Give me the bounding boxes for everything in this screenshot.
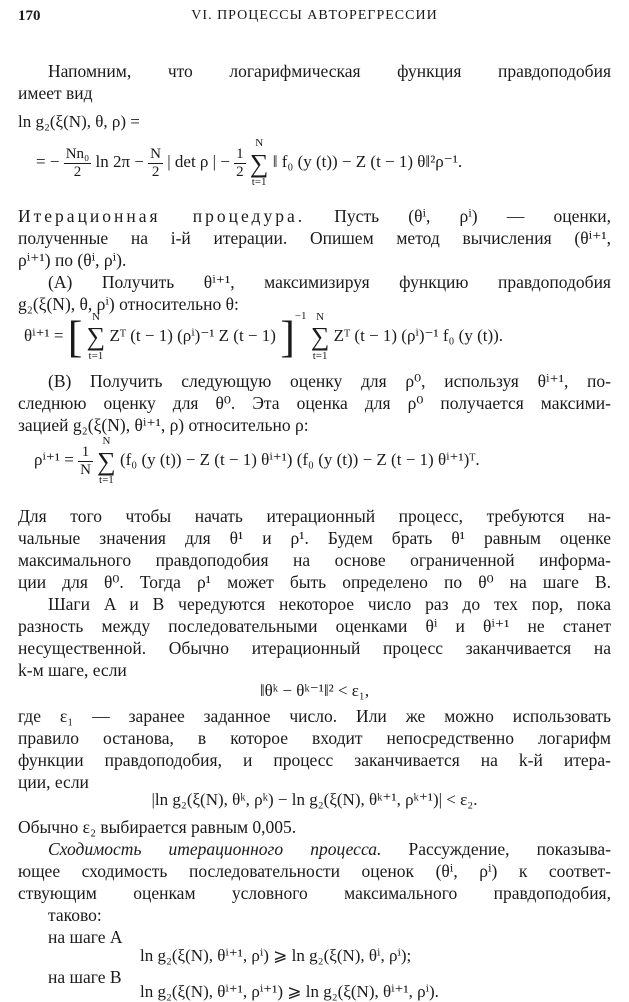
text-line: Итерационная процедура. Пусть (θⁱ, ρⁱ) — оценки, xyxy=(18,206,611,226)
equation-part: | det ρ | − xyxy=(167,152,230,172)
sum-lower-limit: t=1 xyxy=(88,349,104,362)
equation-stop-criterion-2: |ln g₂(ξ(N), θᵏ, ρᵏ) − ln g₂(ξ(N), θᵏ⁺¹, ρᵏ⁺¹)| < ε₂. xyxy=(151,790,478,809)
text-line: ции, если xyxy=(18,772,89,792)
fraction-numerator: Nn₀ xyxy=(65,146,90,163)
sum-upper-limit: N xyxy=(255,137,264,149)
sum-lower-limit: t=1 xyxy=(99,473,114,486)
equation-part: Zᵀ (t − 1) (ρⁱ)⁻¹ f₀ (y (t)). xyxy=(333,326,504,345)
fraction xyxy=(234,146,246,180)
sum-upper-limit: N xyxy=(91,310,100,323)
equation-rho-update xyxy=(34,436,611,486)
fraction-denominator: 2 xyxy=(73,163,82,180)
text-line: ρⁱ⁺¹) по (θⁱ, ρⁱ). xyxy=(18,250,127,270)
text-line: Сходимость итерационного процесса. Рассуждение, показыва- xyxy=(48,839,611,859)
text-line: (B) Получить следующую оценку для ρ⁰, используя θⁱ⁺¹, по- xyxy=(48,371,611,391)
text-line: несущественной. Обычно итерационный процесс заканчивается на xyxy=(18,638,611,658)
text-line: функции правдоподобия, и процесс заканчивается на k-й итера- xyxy=(18,750,611,770)
fraction xyxy=(148,146,163,180)
text-line: где ε₁ — заранее заданное число. Или же можно использовать xyxy=(18,706,611,726)
sum-lower-limit: t=1 xyxy=(251,175,267,188)
summation: N ∑ t=1 xyxy=(310,310,330,362)
text-line: ции для θ⁰. Тогда ρ¹ может быть определено по θ⁰ на шаге B. xyxy=(18,572,611,592)
summation: N ∑ t=1 xyxy=(249,137,269,188)
equation-stop-criterion-1: ‖θᵏ − θᵏ⁻¹‖² < ε₁, xyxy=(259,681,370,700)
step-a-label: на шаге A xyxy=(48,927,123,947)
text-line: (A) Получить θⁱ⁺¹, максимизируя функцию правдоподобия xyxy=(48,272,611,292)
sum-lower-limit: t=1 xyxy=(312,349,328,362)
equation-part: ln 2π − xyxy=(95,152,144,172)
text-line: ющее сходимость последовательности оценок (θⁱ, ρⁱ) к соответ- xyxy=(18,861,611,881)
text-line: имеет вид xyxy=(18,83,93,103)
equation-log-likelihood xyxy=(36,138,619,188)
text-line: следнюю оценку для θ⁰. Эта оценка для ρ⁰ получается максими- xyxy=(18,393,611,413)
text-line: Шаги A и B чередуются некоторое число раз до тех пор, пока xyxy=(48,594,611,614)
text-line: Напомним, что логарифмическая функция правдоподобия xyxy=(48,61,611,81)
page-number: 170 xyxy=(18,8,41,24)
equation-step-a: ln g₂(ξ(N), θⁱ⁺¹, ρⁱ) ⩾ ln g₂(ξ(N), θⁱ, ρⁱ); xyxy=(140,946,412,965)
page-header xyxy=(18,8,611,32)
summation: N ∑ t=1 xyxy=(86,310,106,362)
fraction-numerator: 1 xyxy=(78,444,93,462)
fraction xyxy=(78,444,93,478)
equation-part: Zᵀ (t − 1) (ρⁱ)⁻¹ Z (t − 1) xyxy=(109,326,276,345)
equation-theta-update: θⁱ⁺¹ = [ N ∑ t=1 Zᵀ (t − 1) (ρⁱ)⁻¹ Z (t − 1) ]$^{-1}$ N ∑ t=1 Zᵀ (t − 1) (ρⁱ)⁻¹ f₀ (y (t)). xyxy=(24,310,504,362)
equation-part: = − xyxy=(36,152,60,172)
fraction-denominator: 2 xyxy=(151,163,160,180)
equation-part: ‖ f₀ (y (t)) − Z (t − 1) θ‖²ρ⁻¹. xyxy=(272,152,463,172)
fraction-denominator: 2 xyxy=(236,163,244,180)
running-title: VI. ПРОЦЕССЫ АВТОРЕГРЕССИИ xyxy=(191,8,438,23)
section-heading: Сходимость итерационного процесса. xyxy=(48,839,382,859)
sum-upper-limit: N xyxy=(102,435,111,447)
text-line: таково: xyxy=(48,905,102,925)
equation-part: ρⁱ⁺¹ = xyxy=(34,450,74,470)
text-line: k-м шаге, если xyxy=(18,660,127,680)
fraction-denominator: N xyxy=(80,461,91,478)
summation: N ∑ t=1 xyxy=(97,435,116,486)
fraction-numerator: N xyxy=(150,146,161,163)
fraction xyxy=(64,146,92,180)
text-line: чальные значения для θ¹ и ρ¹. Будем брать θ¹ равным оценке xyxy=(18,528,611,548)
text-line: максимального правдоподобия на основе ограниченной информа- xyxy=(18,550,611,570)
text-line: ствующим оценкам условного максимального правдоподобия, xyxy=(18,883,611,903)
section-heading: Итерационная процедура. xyxy=(18,206,306,226)
text-line: полученные на i-й итерации. Опишем метод вычисления (θⁱ⁺¹, xyxy=(18,228,611,248)
equation-lhs: ln g₂(ξ(N), θ, ρ) = xyxy=(18,112,140,131)
equation-step-b: ln g₂(ξ(N), θⁱ⁺¹, ρⁱ⁺¹) ⩾ ln g₂(ξ(N), θⁱ⁺¹, ρⁱ). xyxy=(140,982,439,1001)
text-line: g₂(ξ(N), θ, ρⁱ) относительно θ: xyxy=(18,294,239,314)
equation-part: θⁱ⁺¹ = xyxy=(24,326,64,345)
text-line: Обычно ε₂ выбирается равным 0,005. xyxy=(18,817,297,837)
step-b-label: на шаге B xyxy=(48,967,122,987)
equation-exponent: −1 xyxy=(294,310,307,322)
text-line: правило останова, в которое входит непосредственно логарифм xyxy=(18,728,611,748)
text-line: Для того чтобы начать итерационный процесс, требуются на- xyxy=(18,506,611,526)
fraction-numerator: 1 xyxy=(236,146,244,163)
equation-part: (f₀ (y (t)) − Z (t − 1) θⁱ⁺¹) (f₀ (y (t)) − Z (t − 1) θⁱ⁺¹)ᵀ. xyxy=(119,450,480,470)
sum-upper-limit: N xyxy=(316,310,325,323)
text-line: зацией g₂(ξ(N), θⁱ⁺¹, ρ) относительно ρ: xyxy=(18,415,309,435)
text-line: разность между последовательными оценками θⁱ и θⁱ⁺¹ не станет xyxy=(18,616,611,636)
